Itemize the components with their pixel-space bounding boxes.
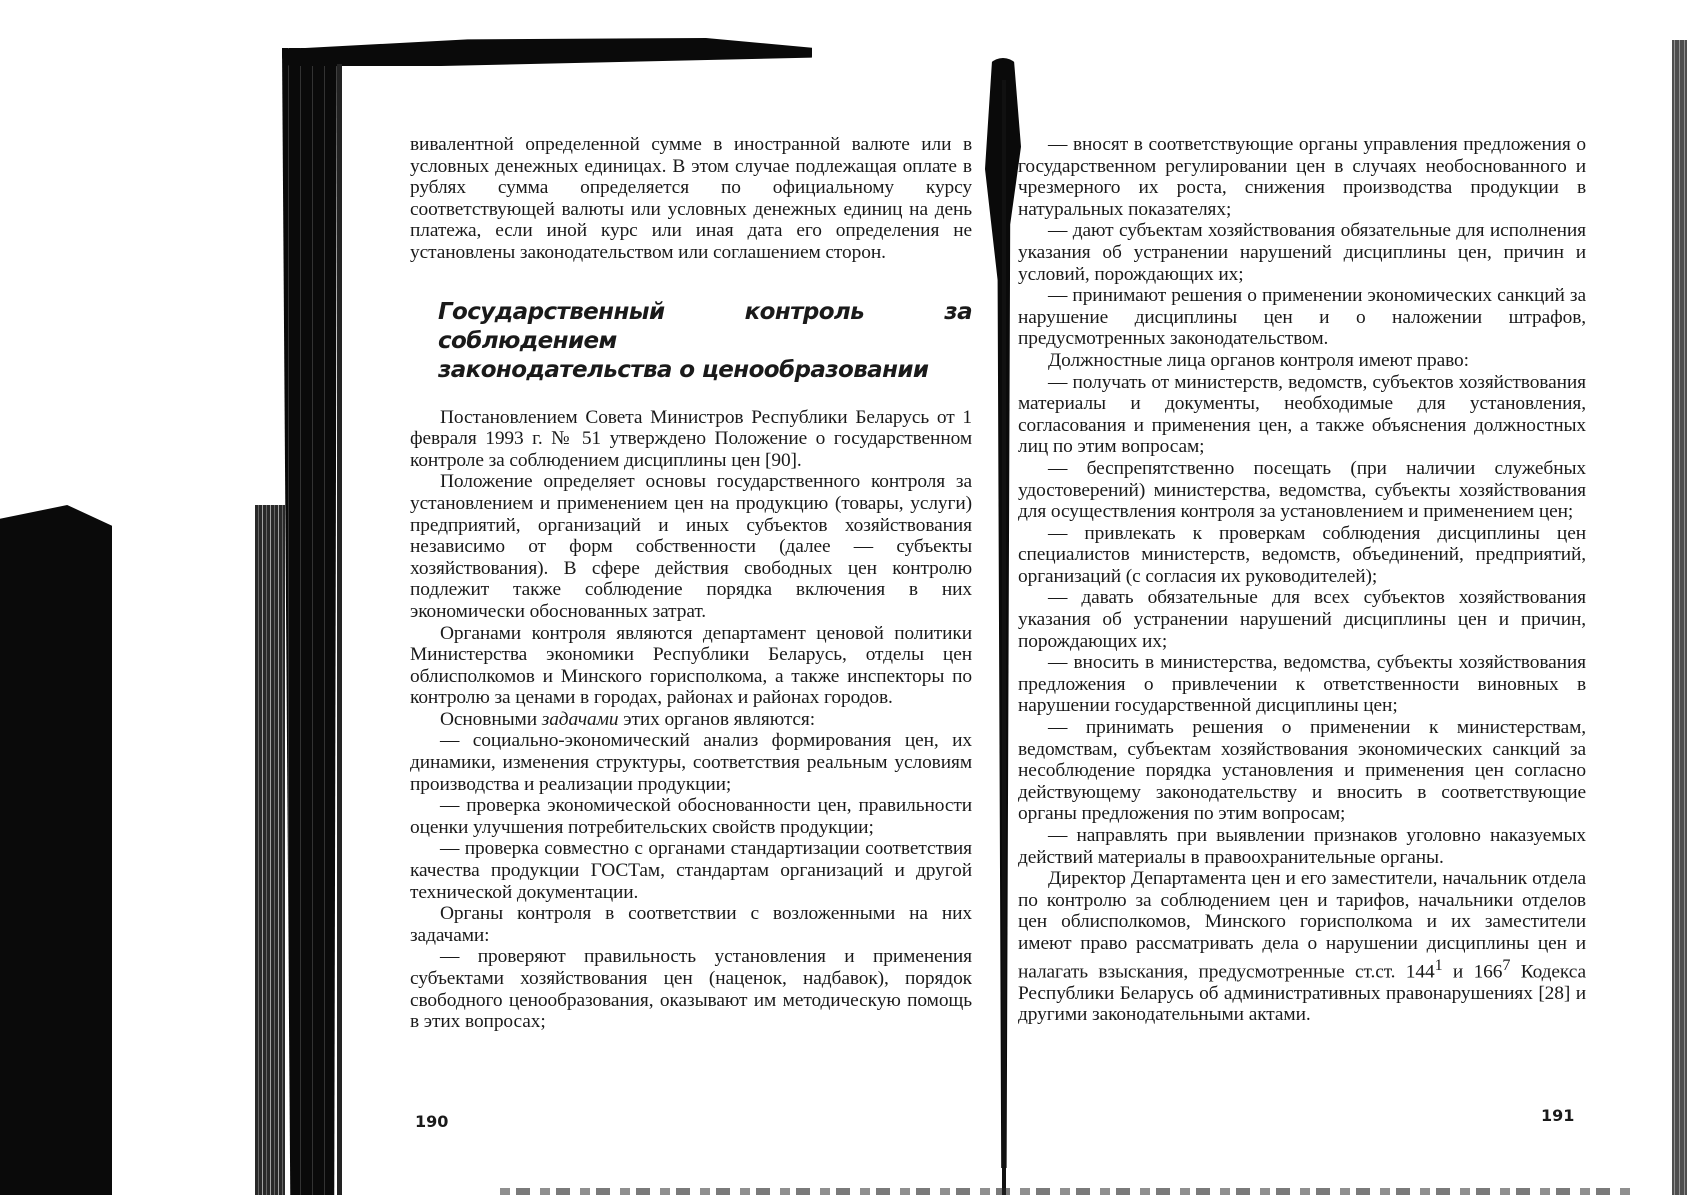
scan-shadow-top — [282, 38, 812, 66]
left-page — [410, 134, 972, 1033]
right-list-item-3: — принимают решения о применении экономических санкций за нарушение дисциплины цен и о наложении штрафов, предусмотренных законодательством. — [1018, 285, 1586, 350]
scan-streak-left — [255, 505, 285, 1195]
page-number-right: 191 — [1541, 1106, 1575, 1125]
page-number-left: 190 — [415, 1112, 449, 1131]
section-heading-line-1: Государственный контроль за соблюдением — [438, 298, 972, 354]
footnote-sup-2: 7 — [1502, 956, 1511, 974]
scan-shadow-left — [0, 505, 112, 1195]
right-list-item-6: — привлекать к проверкам соблюдения дисциплины цен специалистов министерств, ведомств, объединений, предприятий, организаций (с согласия их руководителей); — [1018, 522, 1586, 587]
left-intro-paragraph: вивалентной определенной сумме в иностранной валюте или в условных денежных единицах. В этом случае подлежащая оплате в рублях сумма определяется по официальному курсу соответствующей валюты или условных денежных единиц на день платежа, если иной курс или иная дата его определения не установлены законодательством или соглашением сторон. — [410, 134, 972, 263]
left-paragraph-4-start: Основными — [440, 708, 542, 730]
right-list-item-8: — вносить в министерства, ведомства, субъекты хозяйствования предложения о привлечении к ответственности виновных в нарушении государственной дисциплины цен; — [1018, 652, 1586, 717]
right-list-item-4: — получать от министерств, ведомств, субъектов хозяйствования материалы и документы, необходимые для установления, согласования и применения цен, а также объяснения должностных лиц по этим вопросам; — [1018, 371, 1586, 458]
right-page — [1018, 134, 1586, 1026]
right-paragraph-rights: Должностные лица органов контроля имеют право: — [1048, 349, 1469, 371]
right-list-item-9: — принимать решения о применении к министерствам, ведомствам, субъектам хозяйствования экономических санкций за несоблюдение порядка установления и применения цен согласно действующему законодательству и вносить в соответствующие органы предложения по этим вопросам; — [1018, 717, 1586, 825]
left-list-item-2: — проверка экономической обоснованности цен, правильности оценки улучшения потребительских свойств продукции; — [410, 795, 972, 838]
scan-shadow-left-margin — [282, 48, 337, 1195]
left-paragraph-1: Постановлением Совета Министров Республики Беларусь от 1 февраля 1993 г. № 51 утверждено Положение о государственном контроле за соблюдением дисциплины цен [90]. — [410, 406, 972, 471]
left-paragraph-4 — [410, 709, 972, 731]
left-list-item-1: — социально-экономический анализ формирования цен, их динамики, изменения структуры, соответствия реальным условиям производства и реализации продукции; — [410, 730, 972, 795]
section-heading — [438, 298, 972, 385]
left-paragraph-8: Органы контроля в соответствии с возложенными на них задачами: — [410, 903, 972, 946]
scan-gutter-line — [1002, 80, 1006, 1195]
left-paragraph-3: Органами контроля являются департамент ценовой политики Министерства экономики Республики Беларусь, отделы цен облисполкомов и Минского горисполкома, а также инспекторы по контролю за ценами в городах, районах и районах городов. — [410, 622, 972, 709]
right-list-item-10: — направлять при выявлении признаков уголовно наказуемых действий материалы в правоохранительные органы. — [1018, 825, 1586, 868]
left-paragraph-4-end: этих органов являются: — [618, 708, 816, 730]
left-paragraph-2: Положение определяет основы государственного контроля за установлением и применением цен на продукцию (товары, услуги) предприятий, организаций и иных субъектов хозяйствования независимо от форм собственности (далее — субъекты хозяйствования). В сфере действия свободных цен контролю подлежит также соблюдение порядка включения в них экономически обоснованных затрат. — [410, 471, 972, 622]
left-list-item-4: — проверяют правильность установления и применения субъектами хозяйствования цен (наценок, надбавок), порядок свободного ценообразования, оказывают им методическую помощь в этих вопросах; — [410, 946, 972, 1033]
right-list-item-1: — вносят в соответствующие органы управления предложения о государственном регулировании цен в случаях необоснованного и чрезмерного их роста, снижения производства продукции в натуральных показателях; — [1018, 134, 1586, 220]
left-list-item-3: — проверка совместно с органами стандартизации соответствия качества продукции ГОСТам, стандартам организаций и другой технической документации. — [410, 838, 972, 903]
scan-shadow-bottom — [500, 1188, 1630, 1195]
section-heading-line-2: законодательства о ценообразовании — [438, 356, 929, 383]
right-paragraph-director-b: и 166 — [1442, 961, 1503, 983]
right-list-item-2: — дают субъектам хозяйствования обязательные для исполнения указания об устранении нарушений дисциплины цен, причин и условий, порождающих их; — [1018, 220, 1586, 285]
left-paragraph-4-emphasis: задачами — [541, 708, 619, 730]
right-paragraph-director — [1018, 868, 1586, 1026]
right-paragraph-director-a: Директор Департамента цен и его заместители, начальник отдела по контролю за соблюдением цен и тарифов, начальники отделов цен облисполкомов, Минского горисполкома и их заместители имеют право рассматривать дела о нарушении дисциплины цен и налагать взыскания, предусмотренные ст.ст. 144 — [1018, 868, 1586, 983]
right-paragraph-director-c: Кодекса Республики Беларусь об административных правонарушениях [28] и другими законодательными актами. — [1018, 961, 1586, 1026]
right-list-item-5: — беспрепятственно посещать (при наличии служебных удостоверений) министерства, ведомства, субъекты хозяйствования для осуществления контроля за установлением и применением цен; — [1018, 457, 1586, 523]
scan-edge-line — [337, 64, 342, 1195]
scan-shadow-right — [1672, 40, 1687, 1195]
footnote-sup-1: 1 — [1434, 956, 1443, 974]
right-list-item-7: — давать обязательные для всех субъектов хозяйствования указания об устранении нарушений дисциплины цен и причин, порождающих их; — [1018, 587, 1586, 652]
